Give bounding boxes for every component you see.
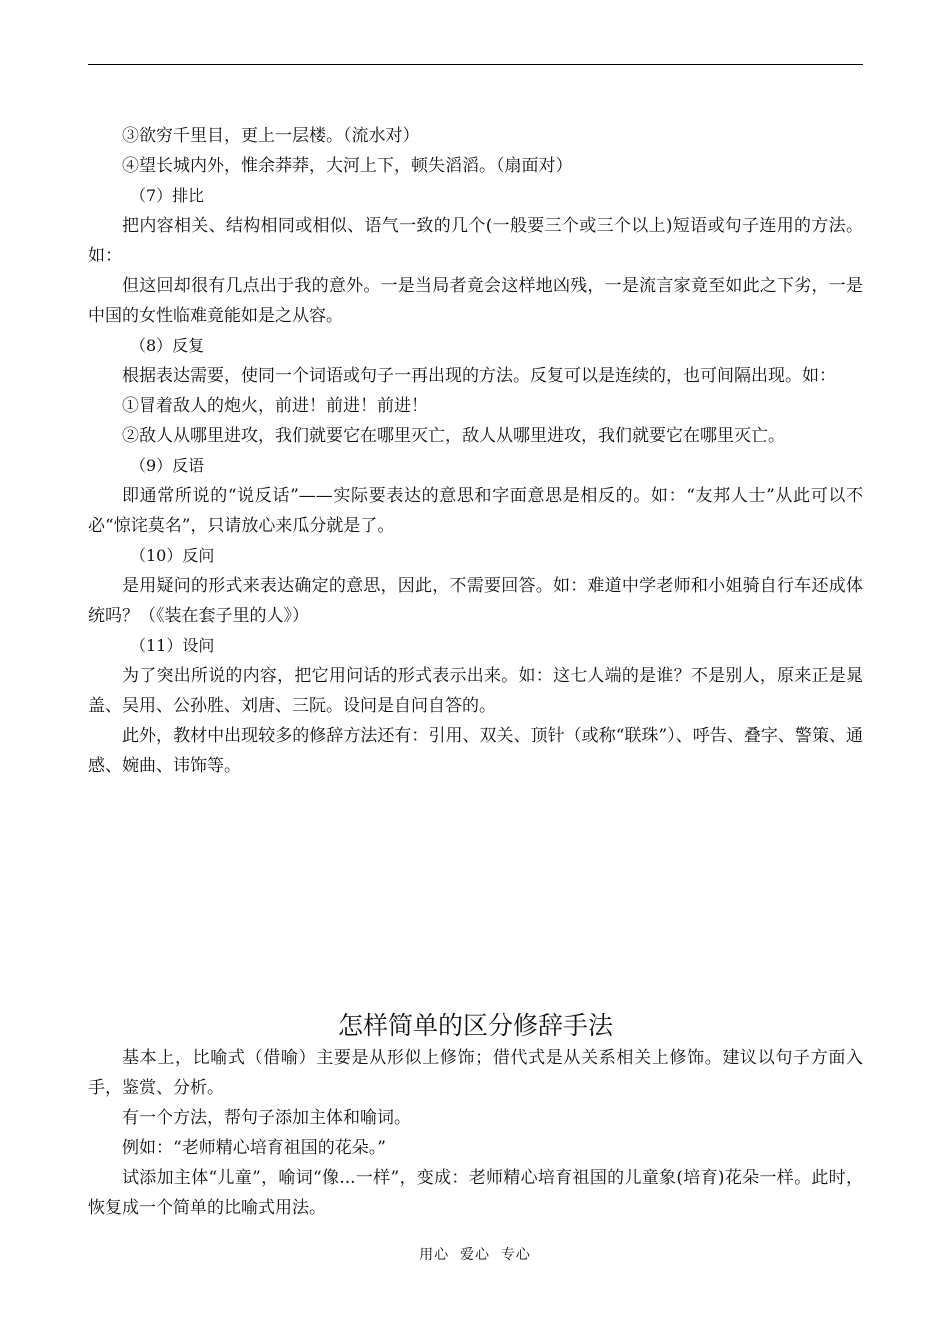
paragraph: ③欲穷千里目，更上一层楼。（流水对） (122, 126, 420, 146)
paragraph: ④望长城内外，惟余莽莽，大河上下，顿失滔滔。（扇面对） (122, 156, 573, 176)
paragraph: ②敌人从哪里进攻，我们就要它在哪里灭亡，敌人从哪里进攻，我们就要它在哪里灭亡。 (122, 426, 785, 446)
section-distinguish-methods (88, 1043, 863, 1223)
paragraph: 试添加主体“儿童”，喻词“像...一样”，变成：老师精心培育祖国的儿童象(培育)花朵一样。此时，恢复成一个简单的比喻式用法。 (88, 1168, 863, 1218)
subheading: （9）反语 (130, 456, 205, 475)
paragraph: 基本上，比喻式（借喻）主要是从形似上修饰；借代式是从关系相关上修饰。建议以句子方面入手，鉴赏、分析。 (88, 1048, 863, 1098)
paragraph: 此外，教材中出现较多的修辞方法还有：引用、双关、顶针（或称“联珠”）、呼告、叠字、警策、通感、婉曲、讳饰等。 (88, 726, 863, 776)
section-title: 怎样简单的区分修辞手法 (337, 1011, 613, 1040)
subheading: （8）反复 (130, 336, 205, 355)
section-rhetoric-list (88, 121, 863, 781)
paragraph: ①冒着敌人的炮火，前进！前进！前进！ (122, 396, 428, 416)
subheading: （11）设问 (130, 636, 215, 655)
paragraph: 有一个方法，帮句子添加主体和喻词。 (122, 1108, 411, 1128)
paragraph: 即通常所说的“说反话”——实际要表达的意思和字面意思是相反的。如：“友邦人士”从此可以不必“惊诧莫名”，只请放心来瓜分就是了。 (88, 486, 863, 536)
paragraph: 为了突出所说的内容，把它用问话的形式表示出来。如：这七人端的是谁？不是别人，原来正是晁盖、吴用、公孙胜、刘唐、三阮。设问是自问自答的。 (88, 666, 863, 716)
page-footer: 用心 爱心 专心 (419, 1247, 531, 1263)
subheading: （7）排比 (130, 186, 205, 205)
header-rule (88, 64, 863, 65)
paragraph: 把内容相关、结构相同或相似、语气一致的几个(一般要三个或三个以上)短语或句子连用的方法。如： (88, 216, 863, 266)
paragraph: 是用疑问的形式来表达确定的意思，因此，不需要回答。如：难道中学老师和小姐骑自行车还成体统吗？（《装在套子里的人》） (88, 576, 863, 626)
paragraph: 根据表达需要，使同一个词语或句子一再出现的方法。反复可以是连续的，也可间隔出现。如： (122, 366, 836, 386)
paragraph: 例如：“老师精心培育祖国的花朵。” (122, 1138, 386, 1158)
paragraph: 但这回却很有几点出于我的意外。一是当局者竟会这样地凶残，一是流言家竟至如此之下劣，一是中国的女性临难竟能如是之从容。 (88, 276, 863, 326)
subheading: （10）反问 (130, 546, 215, 565)
